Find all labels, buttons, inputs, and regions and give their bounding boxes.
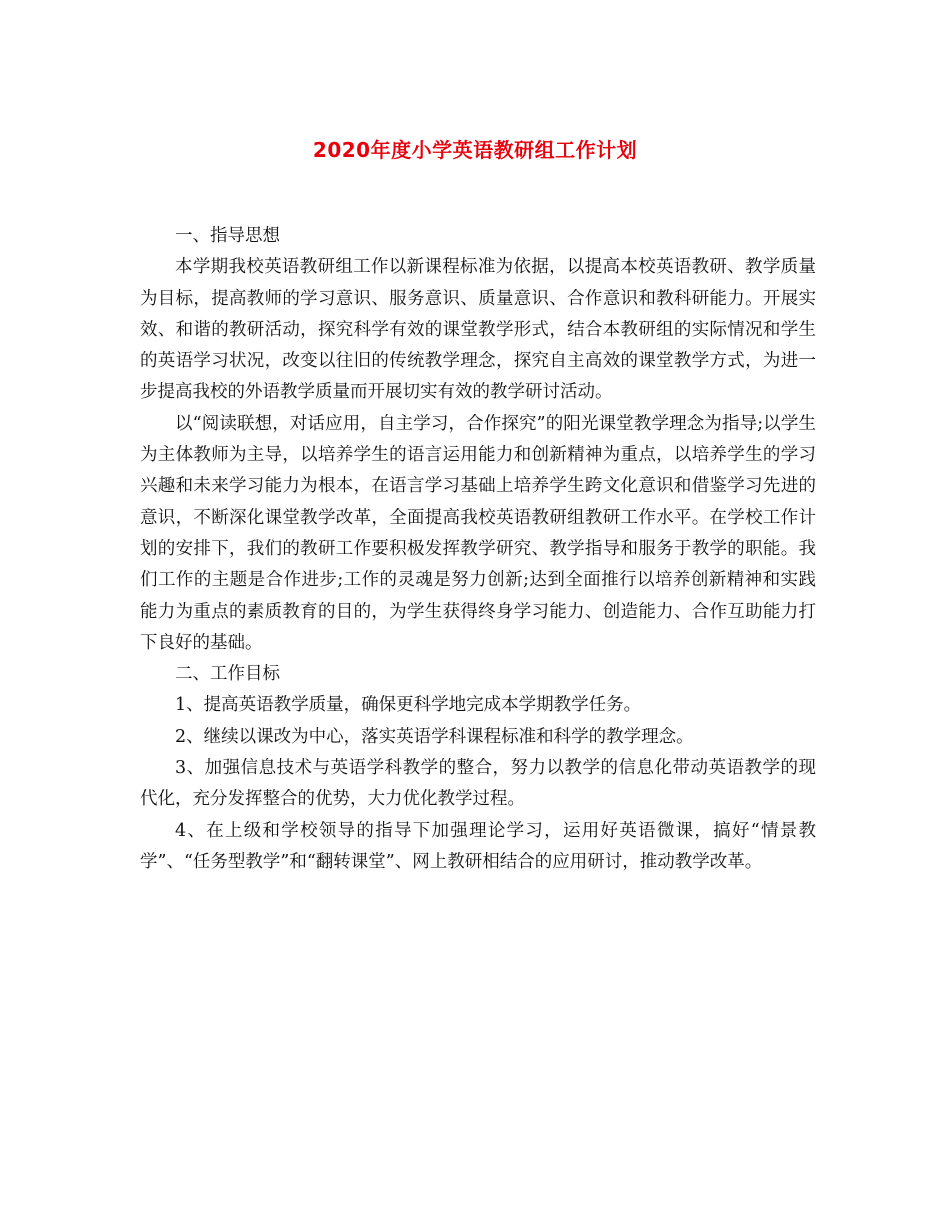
document-title: 2020年度小学英语教研组工作计划 bbox=[312, 138, 638, 162]
list-item: 2、继续以课改为中心，落实英语学科课程标准和科学的教学理念。 bbox=[175, 726, 694, 747]
list-item: 3、加强信息技术与英语学科教学的整合，努力以教学的信息化带动英语教学的现代化，充分发挥整合的优势，大力优化教学过程。 bbox=[140, 758, 816, 810]
paragraph: 本学期我校英语教研组工作以新课程标准为依据，以提高本校英语教研、教学质量为目标，提高教师的学习意识、服务意识、质量意识、合作意识和教科研能力。开展实效、和谐的教研活动，探究科学有效的课堂教学形式，结合本教研组的实际情况和学生的英语学习状况，改变以往旧的传统教学理念，探究自主高效的课堂教学方式，为进一步提高我校的外语教学质量而开展切实有效的教学研讨活动。 bbox=[140, 257, 816, 403]
list-item: 1、提高英语教学质量，确保更科学地完成本学期教学任务。 bbox=[175, 695, 642, 716]
list-item: 4、在上级和学校领导的指导下加强理论学习，运用好英语微课，搞好“情景教学”、“任务型教学”和“翻转课堂”、网上教研相结合的应用研讨，推动教学改革。 bbox=[140, 820, 816, 872]
section-heading-guiding-ideology: 一、指导思想 bbox=[175, 226, 280, 246]
paragraph: 以“阅读联想，对话应用，自主学习，合作探究”的阳光课堂教学理念为指导;以学生为主体教师为主导，以培养学生的语言运用能力和创新精神为重点，以培养学生的学习兴趣和未来学习能力为根本，在语言学习基础上培养学生跨文化意识和借鉴学习先进的意识，不断深化课堂教学改革，全面提高我校英语教研组教研工作水平。在学校工作计划的安排下，我们的教研工作要积极发挥教学研究、教学指导和服务于教学的职能。我们工作的主题是合作进步;工作的灵魂是努力创新;达到全面推行以培养创新精神和实践能力为重点的素质教育的目的，为学生获得终身学习能力、创造能力、合作互助能力打下良好的基础。 bbox=[140, 413, 816, 653]
document-body bbox=[140, 221, 816, 878]
section-heading-work-goals: 二、工作目标 bbox=[175, 664, 280, 685]
